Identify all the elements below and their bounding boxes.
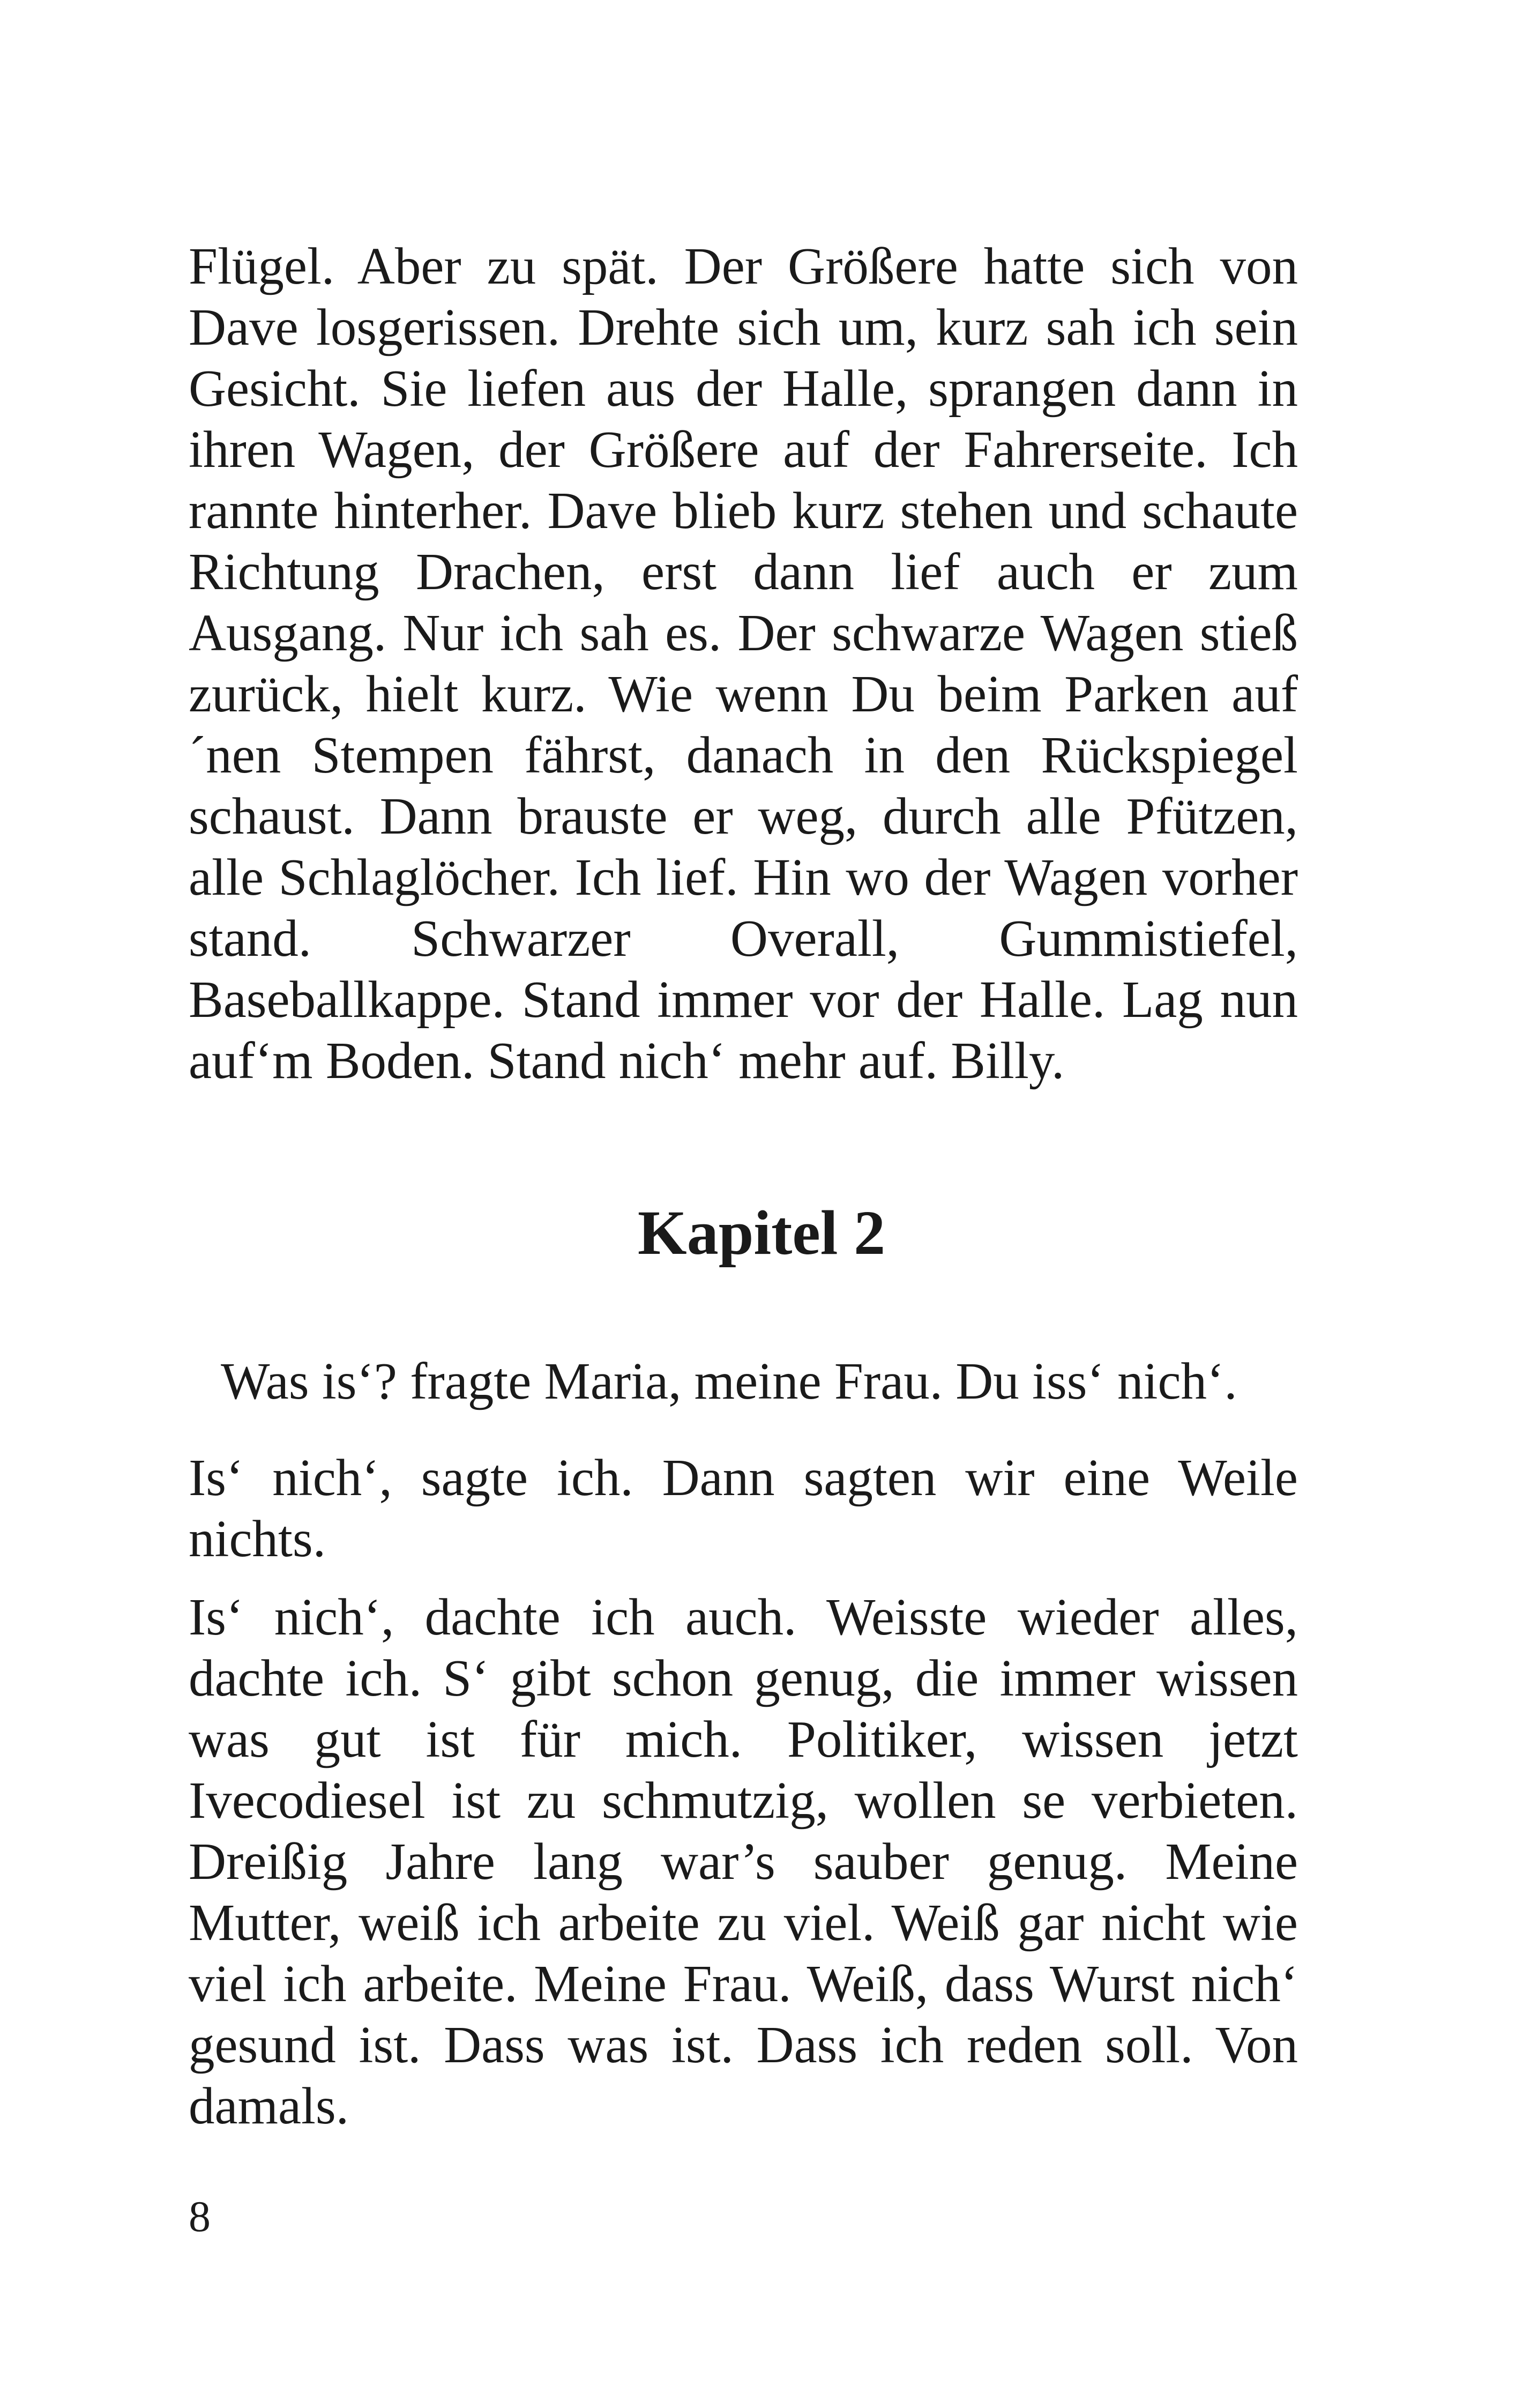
paragraph-text: Flügel. Aber zu spät. Der Größere hatte sich von Dave losgerissen. Drehte sich um, kurz sah ich sein Gesicht. Sie liefen aus der Halle, sprangen dann in ihren Wagen, der Größere auf der Fahrerseite. Ich rannte hinterher. Dave blieb kurz stehen und schaute Richtung Drachen, erst dann lief auch er zum Ausgang. Nur ich sah es. Der schwarze Wagen stieß zurück, hielt kurz. Wie wenn Du beim Parken auf ´nen Stempen fährst, danach in den Rückspiegel schaust. Dann brauste er weg, durch alle Pfützen, alle Schlaglöcher. Ich lief. Hin wo der Wagen vorher stand. Schwarzer Overall, Gummistiefel, Baseballkappe. Stand immer vor der Halle. Lag nun auf‘m Boden. Stand nich‘ mehr auf. Billy. [189,237,1298,1089]
paragraph-2 [189,1447,1298,1570]
paragraph-3 [189,1587,1298,2137]
chapter-heading: Kapitel 2 [637,1198,886,1268]
paragraph-text: Is‘ nich‘, sagte ich. Dann sagten wir eine Weile nichts. [189,1449,1298,1567]
continued-paragraph [189,236,1298,1091]
paragraph-1 [221,1351,1298,1412]
page-number: 8 [189,2192,211,2241]
paragraph-text: Was is‘? fragte Maria, meine Frau. Du iss‘ nich‘. [221,1352,1237,1410]
paragraph-text: Is‘ nich‘, dachte ich auch. Weisste wieder alles, dachte ich. S‘ gibt schon genug, die immer wissen was gut ist für mich. Politiker, wissen jetzt Ivecodiesel ist zu schmutzig, wollen se verbieten. Dreißig Jahre lang war’s sauber genug. Meine Mutter, weiß ich arbeite zu viel. Weiß gar nicht wie viel ich arbeite. Meine Frau. Weiß, dass Wurst nich‘ gesund ist. Dass was ist. Dass ich reden soll. Von damals. [189,1588,1298,2135]
